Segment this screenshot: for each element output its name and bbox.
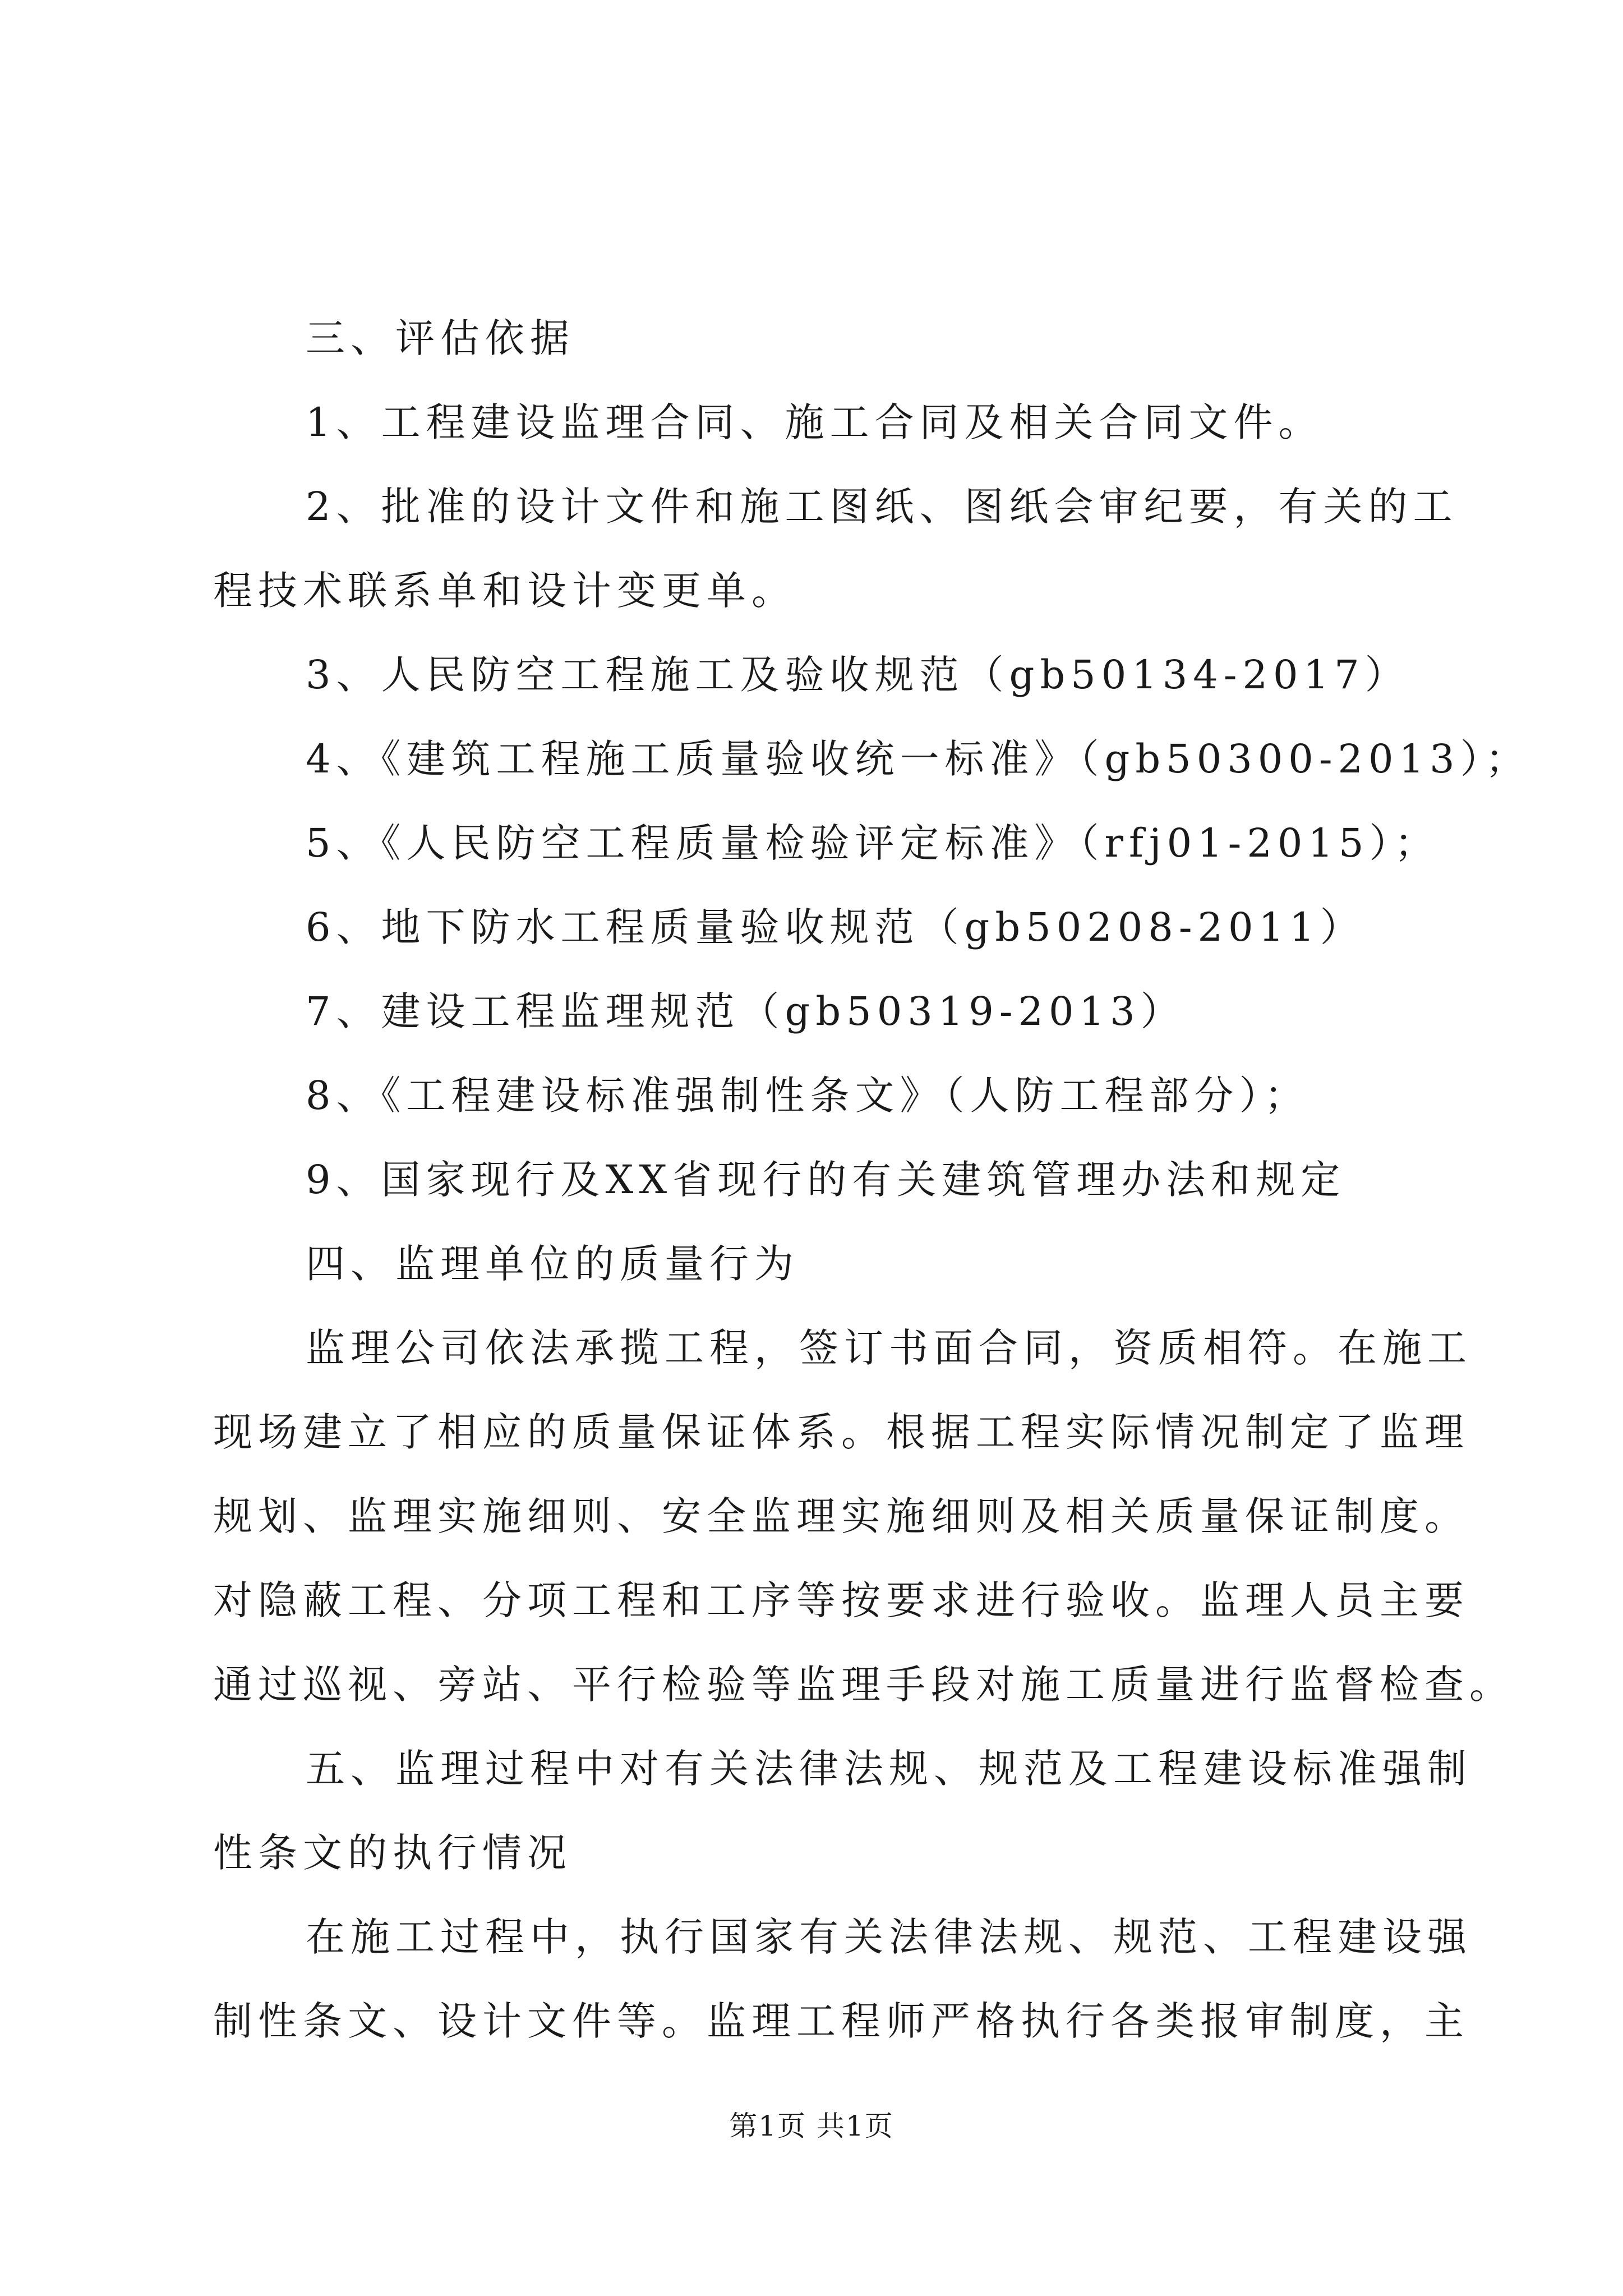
section-heading-3: 三、评估依据 <box>306 315 575 361</box>
basis-item-9: 9、国家现行及XX省现行的有关建筑管理办法和规定 <box>306 1157 1346 1203</box>
basis-item-6: 6、地下防水工程质量验收规范（gb50208-2011） <box>306 904 1365 950</box>
basis-item-2: 2、批准的设计文件和施工图纸、图纸会审纪要，有关的工 <box>306 484 1458 530</box>
paragraph-line: 制性条文、设计文件等。监理工程师严格执行各类报审制度，主 <box>213 1998 1469 2044</box>
section-heading-5: 五、监理过程中对有关法律法规、规范及工程建设标准强制 <box>306 1746 1472 1792</box>
basis-item-5: 5、《人民防空工程质量检验评定标准》（rfj01-2015）； <box>306 820 1440 866</box>
paragraph-line: 在施工过程中，执行国家有关法律法规、规范、工程建设强 <box>306 1914 1472 1960</box>
basis-item-1: 1、工程建设监理合同、施工合同及相关合同文件。 <box>306 399 1324 445</box>
basis-item-2-cont: 程技术联系单和设计变更单。 <box>213 568 796 614</box>
basis-item-3: 3、人民防空工程施工及验收规范（gb50134-2017） <box>306 652 1410 698</box>
basis-item-4: 4、《建筑工程施工质量验收统一标准》（gb50300-2013）； <box>306 736 1530 782</box>
paragraph-line: 对隐蔽工程、分项工程和工序等按要求进行验收。监理人员主要 <box>213 1577 1469 1623</box>
basis-item-7: 7、建设工程监理规范（gb50319-2013） <box>306 988 1186 1034</box>
basis-item-8: 8、《工程建设标准强制性条文》（人防工程部分）； <box>306 1073 1310 1119</box>
section-heading-5-cont: 性条文的执行情况 <box>213 1830 572 1876</box>
paragraph-line: 规划、监理实施细则、安全监理实施细则及相关质量保证制度。 <box>213 1493 1469 1539</box>
page-footer: 第1页 共1页 <box>729 2110 894 2142</box>
paragraph-line: 现场建立了相应的质量保证体系。根据工程实际情况制定了监理 <box>213 1409 1469 1455</box>
section-heading-4: 四、监理单位的质量行为 <box>306 1241 799 1287</box>
paragraph-line: 监理公司依法承揽工程，签订书面合同，资质相符。在施工 <box>306 1325 1472 1371</box>
paragraph-line: 通过巡视、旁站、平行检验等监理手段对施工质量进行监督检查。 <box>213 1662 1514 1708</box>
